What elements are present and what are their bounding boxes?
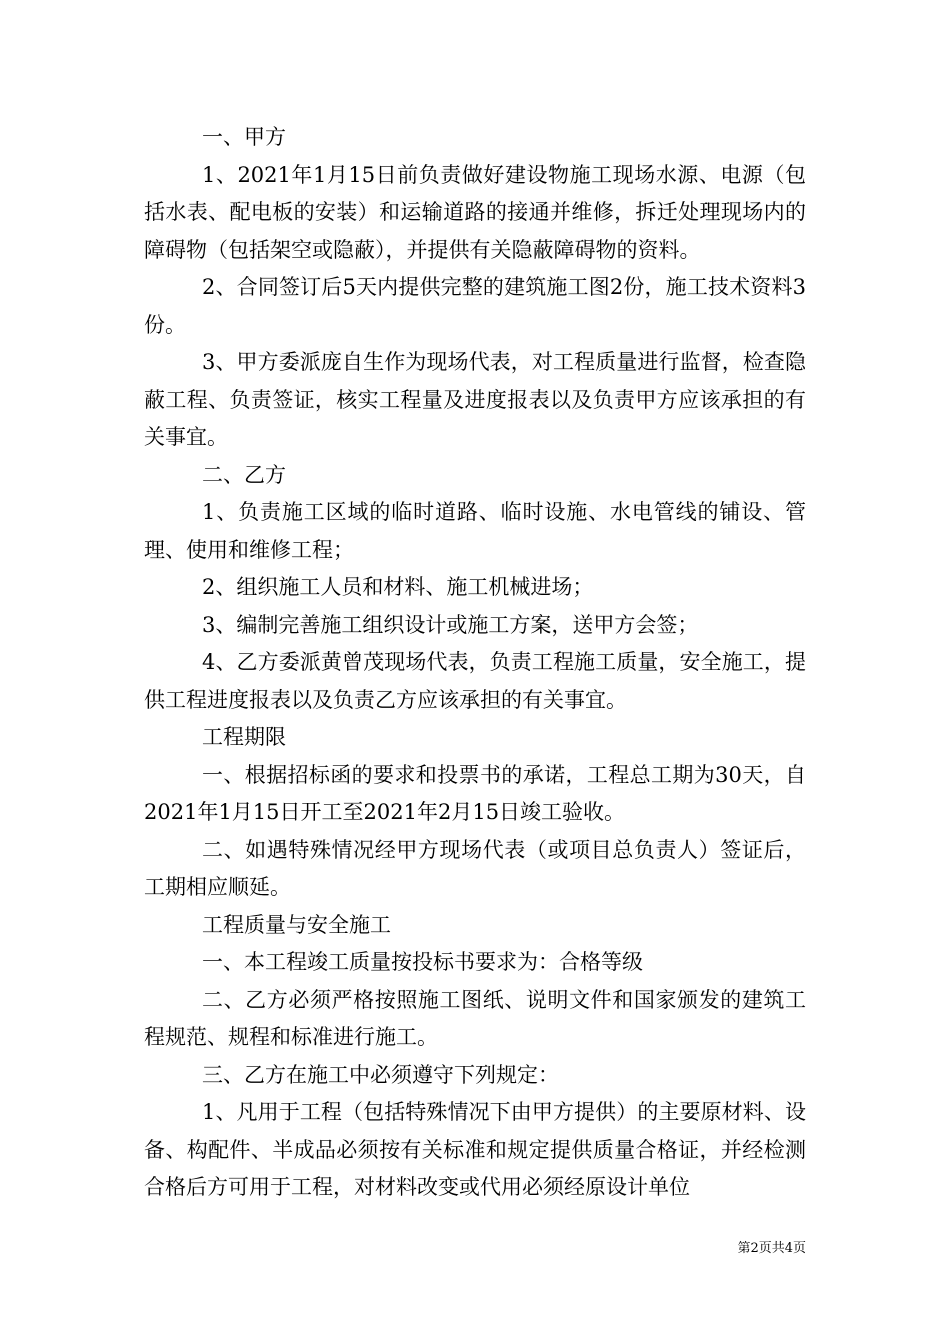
section-heading-duration: 工程期限 (202, 725, 286, 749)
paragraph: 3、甲方委派庞自生作为现场代表，对工程质量进行监督，检查隐蔽工程、负责签证，核实工程量及进度报表以及负责甲方应该承担的有关事宜。 (144, 350, 806, 449)
paragraph: 2、合同签订后5天内提供完整的建筑施工图2份，施工技术资料3份。 (144, 275, 806, 337)
paragraph: 二、如遇特殊情况经甲方现场代表（或项目总负责人）签证后，工期相应顺延。 (144, 837, 806, 899)
paragraph: 二、乙方必须严格按照施工图纸、说明文件和国家颁发的建筑工程规范、规程和标准进行施工。 (144, 987, 806, 1049)
paragraph: 一、本工程竣工质量按投标书要求为：合格等级 (202, 950, 643, 974)
paragraph: 1、凡用于工程（包括特殊情况下由甲方提供）的主要原材料、设备、构配件、半成品必须按有关标准和规定提供质量合格证，并经检测合格后方可用于工程，对材料改变或代用必须经原设计单位 (144, 1100, 806, 1199)
section-heading-party-a: 一、甲方 (202, 125, 286, 149)
document-body (144, 119, 806, 1207)
paragraph: 4、乙方委派黄曾茂现场代表，负责工程施工质量，安全施工，提供工程进度报表以及负责乙方应该承担的有关事宜。 (144, 650, 806, 712)
paragraph: 3、编制完善施工组织设计或施工方案，送甲方会签； (202, 612, 699, 637)
paragraph: 一、根据招标函的要求和投票书的承诺，工程总工期为30天，自2021年1月15日开工至2021年2月15日竣工验收。 (144, 762, 806, 824)
section-heading-quality-safety: 工程质量与安全施工 (202, 912, 391, 937)
paragraph: 1、2021年1月15日前负责做好建设物施工现场水源、电源（包括水表、配电板的安装）和运输道路的接通并维修，拆迁处理现场内的障碍物（包括架空或隐蔽），并提供有关隐蔽障碍物的资料。 (144, 162, 806, 262)
paragraph: 2、组织施工人员和材料、施工机械进场； (202, 575, 594, 599)
paragraph: 1、负责施工区域的临时道路、临时设施、水电管线的铺设、管理、使用和维修工程； (144, 500, 806, 562)
section-heading-party-b: 二、乙方 (202, 462, 286, 487)
page-number: 第2页共4页 (737, 1241, 806, 1256)
paragraph: 三、乙方在施工中必须遵守下列规定： (202, 1062, 559, 1087)
